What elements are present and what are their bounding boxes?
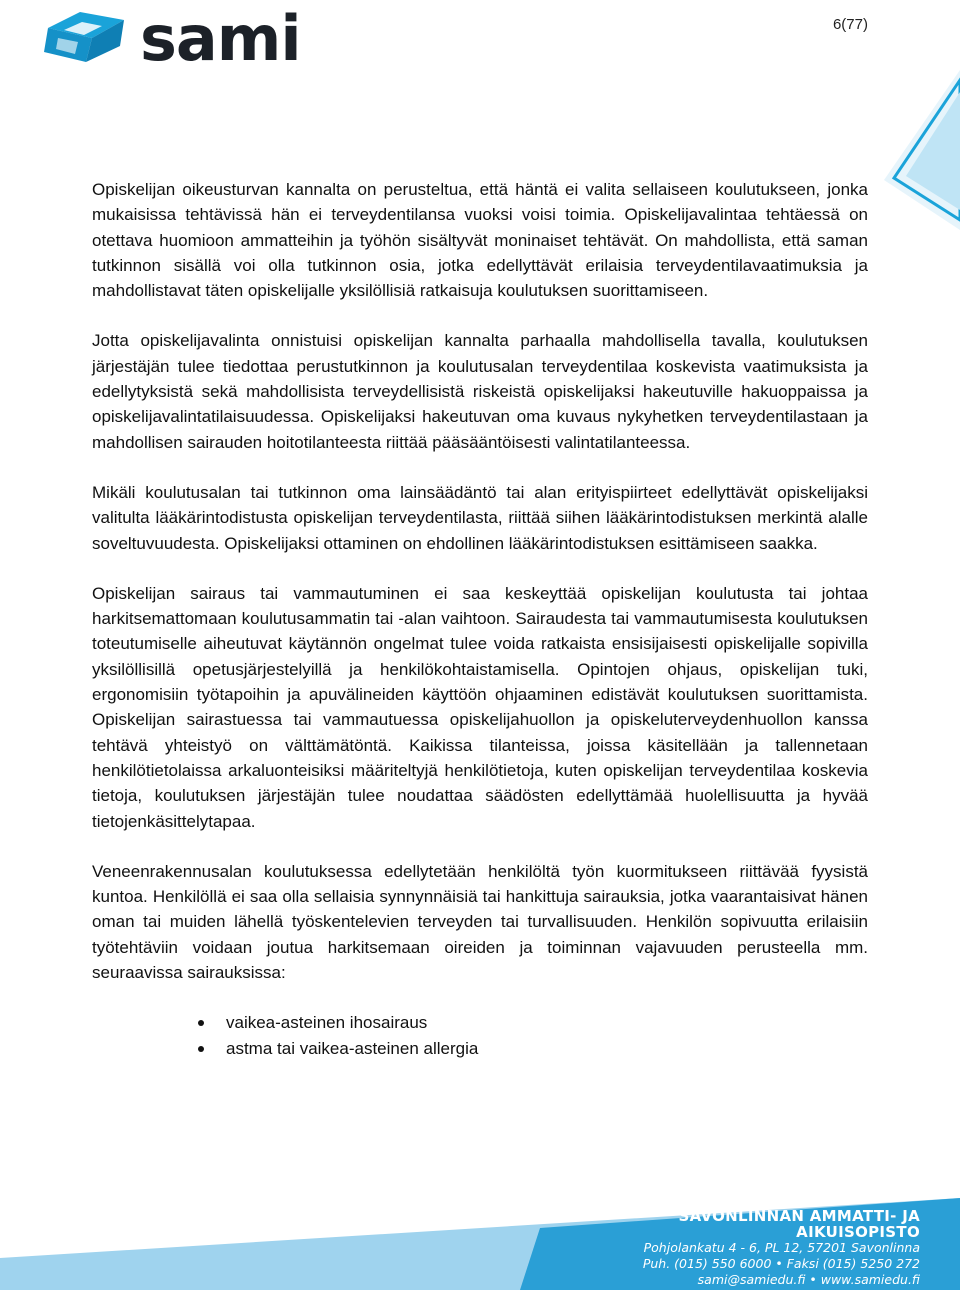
footer — [0, 1198, 960, 1290]
corner-decoration — [870, 70, 960, 230]
footer-address: Pohjolankatu 4 - 6, PL 12, 57201 Savonlinna — [643, 1240, 920, 1255]
paragraph: Mikäli koulutusalan tai tutkinnon oma lainsäädäntö tai alan erityispiirteet edellyttävät opiskelijaksi valitulta lääkärintodistusta opiskelijan terveydentilasta, riittää siihen lääkärintodistuksen merkintä alalle soveltuvuudesta. Opiskelijaksi ottaminen on ehdollinen lääkärintodistuksen esittämiseen saakka. — [92, 482, 868, 553]
footer-contact — [580, 1208, 920, 1288]
bullet-icon — [198, 1046, 204, 1052]
list-item-text: astma tai vaikea-asteinen allergia — [226, 1038, 479, 1058]
paragraph: Opiskelijan oikeusturvan kannalta on perusteltua, että häntä ei valita sellaiseen koulutukseen, jonka mukaisissa tehtävissä hän ei terveydentilansa vuoksi voisi toimia. Opiskelijavalintaa tehtäessä on otettava huomioon ammatteihin ja työhön sisältyvät moninaiset tehtävät. On mahdollista, että saman tutkinnon sisällä voi olla tutkinnon osia, jotka edellyttävät erilaisia terveydentilavaatimuksia ja mahdollistavat täten opiskelijalle yksilöllisiä ratkaisuja koulutuksen suorittamiseen. — [92, 180, 868, 301]
list-item-text: vaikea-asteinen ihosairaus — [226, 1013, 428, 1033]
bullet-list — [92, 1010, 868, 1061]
document-body — [92, 177, 868, 1061]
cube-logo-icon — [42, 8, 142, 64]
logo-wordmark: sami — [140, 2, 301, 75]
paragraph: Veneenrakennusalan koulutuksessa edellytetään henkilöltä työn kuormitukseen riittävää fyysistä kuntoa. Henkilöllä ei saa olla sellaisia synnynnäisiä tai hankittuja sairauksia, jotka vaarantaisivat hänen oman tai muiden lähellä työskentelevien terveyden tai turvallisuuden. Henkilön sopivuutta erilaisiin työtehtäviin voidaan joutua harkitsemaan oireiden ja toiminnan vajavuuden perusteella mm. seuraavissa sairauksissa: — [92, 861, 868, 983]
list-item — [92, 1036, 868, 1061]
paragraph: Opiskelijan sairaus tai vammautuminen ei saa keskeyttää opiskelijan koulutusta tai johtaa harkitsemattomaan koulutusammatin tai -alan vaihtoon. Sairaudesta tai vammautumisesta koulutuksen toteutumiselle aiheutuvat käytännön ongelmat tulee voida ratkaista ensisijaisesti opiskelijalle sopivilla yksilöllisillä opetusjärjestelyillä ja henkilökohtaistamisella. Opintojen ohjaus, opiskelijan tuki, ergonomisiin työtapoihin ja apuvälineiden käyttöön ohjaaminen edistävät koulutuksen suorittamista. Opiskelijan sairastuessa tai vammautuessa opiskelijahuollon ja opiskeluterveydenhuollon kanssa tehtävä yhteistyö on välttämätöntä. Kaikissa tilanteissa, joissa käsitellään ja tallennetaan henkilötietolaissa arkaluonteisiksi määriteltyjä henkilötietoja, kuten opiskelijan terveydentilaa koskevia tietoja, koulutuksen järjestäjän tulee noudattaa säädösten edellyttämää huolellisuutta ja hyvää tietojenkäsittelytapaa. — [92, 583, 868, 831]
footer-title: SAVONLINNAN AMMATTI- JA AIKUISOPISTO — [678, 1207, 920, 1241]
page-number: 6(77) — [832, 16, 868, 33]
footer-web: sami@samiedu.fi • www.samiedu.fi — [697, 1272, 920, 1287]
sami-logo — [42, 2, 301, 75]
paragraph: Jotta opiskelijavalinta onnistuisi opiskelijan kannalta parhaalla mahdollisella tavalla, koulutuksen järjestäjän tulee tiedottaa perustutkinnon ja koulutusalan terveydentilaa koskevista vaatimuksista ja edellytyksistä sekä mahdollisista terveydellisistä riskeistä opiskelijaksi hakeutuville hakuoppaissa ja opiskelijavalintatilaisuudessa. Opiskelijaksi hakeutuvan oma kuvaus nykyhetken terveydentilastaan ja mahdollisen sairauden hoitotilanteesta riittää pääsääntöisesti valintatilanteessa. — [92, 331, 868, 452]
list-item — [92, 1010, 868, 1035]
footer-phone: Puh. (015) 550 6000 • Faksi (015) 5250 272 — [642, 1256, 920, 1271]
bullet-icon — [198, 1020, 204, 1026]
